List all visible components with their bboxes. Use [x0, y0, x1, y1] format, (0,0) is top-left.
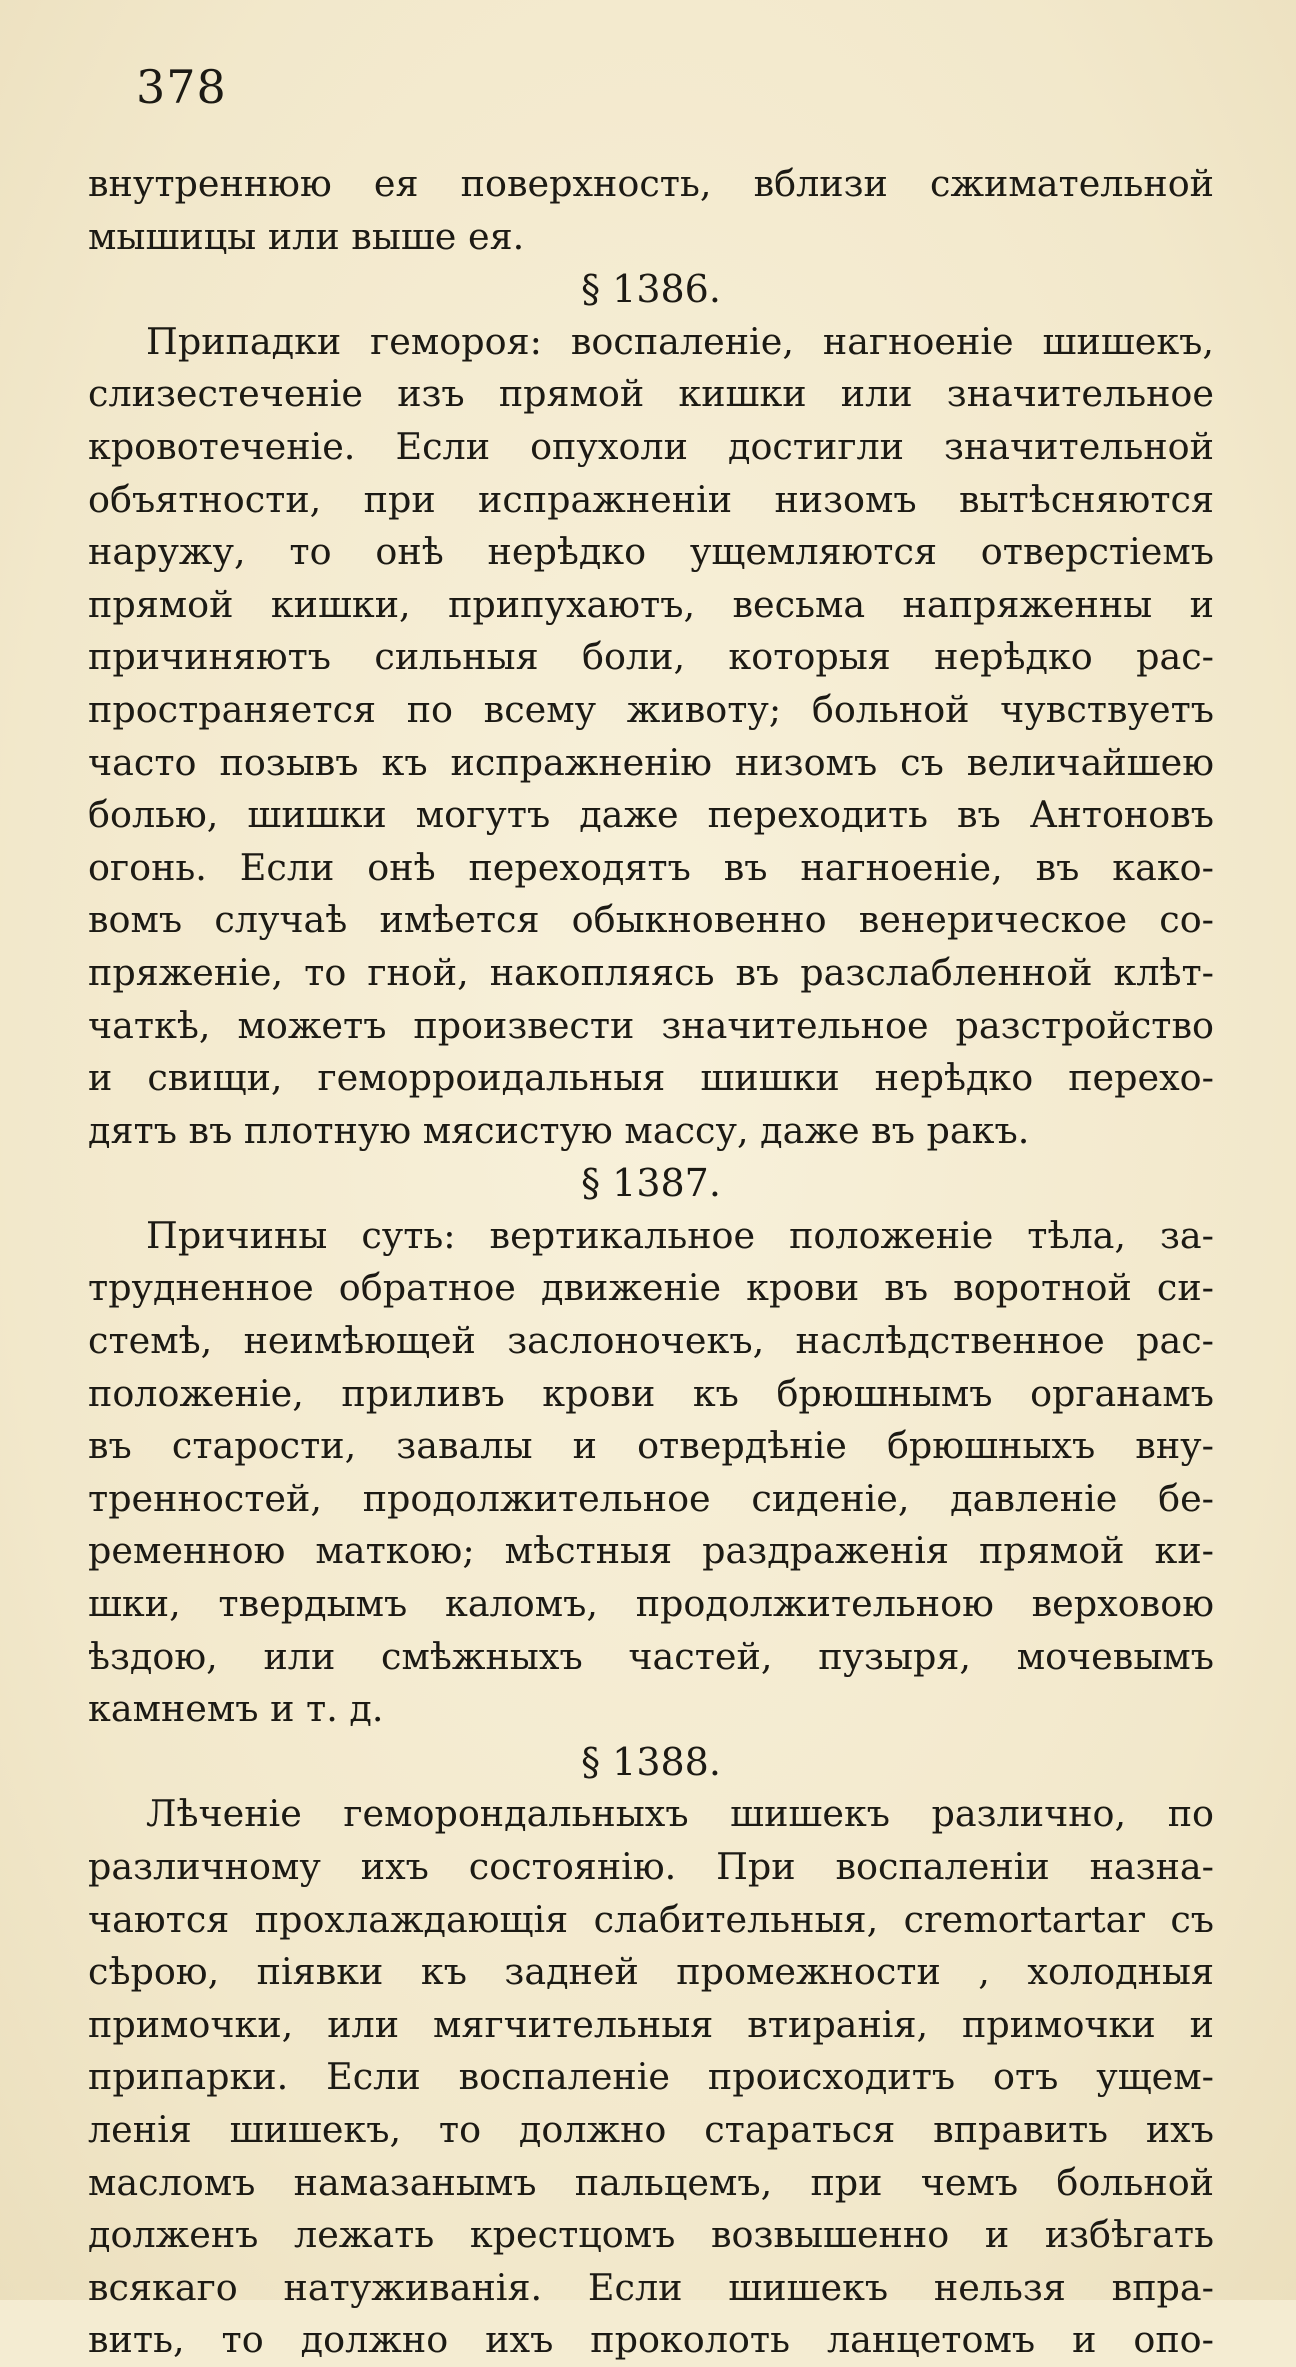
text-line: Припадки гемороя: воспаленіе, нагноеніе шишекъ, — [146, 319, 1214, 363]
text-line: всякаго натуживанія. Если шишекъ нельзя впра- — [88, 2265, 1214, 2309]
text-line: ленія шишекъ, то должно стараться вправить ихъ — [88, 2107, 1214, 2151]
text-line: наружу, то онѣ нерѣдко ущемляются отверстіемъ — [88, 530, 1214, 574]
text-line: положеніе, приливъ крови къ брюшнымъ органамъ — [88, 1371, 1214, 1415]
text-line: камнемъ и т. д. — [88, 1687, 384, 1731]
text-line: различному ихъ состоянію. При воспаленіи назна- — [88, 1845, 1214, 1888]
text-line: болью, шишки могутъ даже переходить въ Антоновъ — [88, 793, 1214, 837]
text-line: прямой кишки, припухаютъ, весьма напряженны и — [88, 582, 1214, 626]
text-line: часто позывъ къ испражненію низомъ съ величайшею — [88, 740, 1214, 784]
text-line: мышицы или выше ея. — [88, 214, 525, 258]
text-line: сѣрою, піявки къ задней промежности , холодныя — [88, 1950, 1214, 1994]
text-line: внутреннюю ея поверхность, вблизи сжимательной — [88, 162, 1214, 205]
text-line: объятности, при испражненіи низомъ вытѣсняются — [88, 477, 1214, 521]
text-line: припарки. Если воспаленіе происходитъ отъ ущем- — [88, 2055, 1214, 2099]
text-line: тренностей, продолжительное сиденіе, давленіе бе- — [88, 1476, 1214, 1520]
text-line: слизестеченіе изъ прямой кишки или значительное — [88, 372, 1214, 416]
text-line: и свищи, геморроидальныя шишки нерѣдко перехо- — [88, 1056, 1214, 1100]
text-line: чаются прохлаждающія слабительныя, cremortartar съ — [88, 1897, 1214, 1941]
section-heading-1387: § 1387. — [581, 1161, 721, 1206]
text-line: Причины суть: вертикальное положеніе тѣла, за- — [146, 1213, 1214, 1257]
text-line: ременною маткою; мѣстныя раздраженія прямой ки- — [88, 1529, 1214, 1573]
text-line: дятъ въ плотную мясистую массу, даже въ ракъ. — [88, 1108, 1030, 1152]
text-line: вомъ случаѣ имѣется обыкновенно венерическое со- — [88, 898, 1214, 942]
text-line: шки, твердымъ каломъ, продолжительною верховою — [88, 1582, 1214, 1626]
text-line: примочки, или мягчительныя втиранія, примочки и — [88, 2002, 1214, 2046]
text-line: ѣздою, или смѣжныхъ частей, пузыря, мочевымъ — [88, 1634, 1214, 1678]
page-text — [88, 158, 1214, 2367]
text-line: трудненное обратное движеніе крови въ воротной си- — [88, 1266, 1214, 1310]
text-line: причиняютъ сильныя боли, которыя нерѣдко рас- — [88, 635, 1214, 679]
section-heading-1388: § 1388. — [581, 1739, 721, 1784]
text-line: въ старости, завалы и отвердѣніе брюшныхъ вну- — [88, 1424, 1214, 1468]
text-line: масломъ намазанымъ пальцемъ, при чемъ больной — [88, 2160, 1214, 2204]
text-line: вить, то должно ихъ проколоть ланцетомъ и опо- — [88, 2318, 1214, 2362]
text-line: кровотеченіе. Если опухоли достигли значительной — [88, 424, 1214, 468]
text-line: пряженіе, то гной, накопляясь въ разслабленной клѣт- — [88, 950, 1214, 994]
text-line: огонь. Если онѣ переходятъ въ нагноеніе, въ како- — [88, 845, 1214, 889]
text-line: чаткѣ, можетъ произвести значительное разстройство — [88, 1003, 1214, 1047]
text-line: пространяется по всему животу; больной чувствуетъ — [88, 687, 1214, 731]
section-heading-1386: § 1386. — [581, 267, 721, 312]
page-number: 378 — [136, 60, 227, 114]
text-line: стемѣ, неимѣющей заслоночекъ, наслѣдственное рас- — [88, 1319, 1214, 1363]
text-line: долженъ лежать крестцомъ возвышенно и избѣгать — [88, 2213, 1214, 2257]
text-line: Лѣченіе геморондальныхъ шишекъ различно, по — [146, 1792, 1214, 1836]
